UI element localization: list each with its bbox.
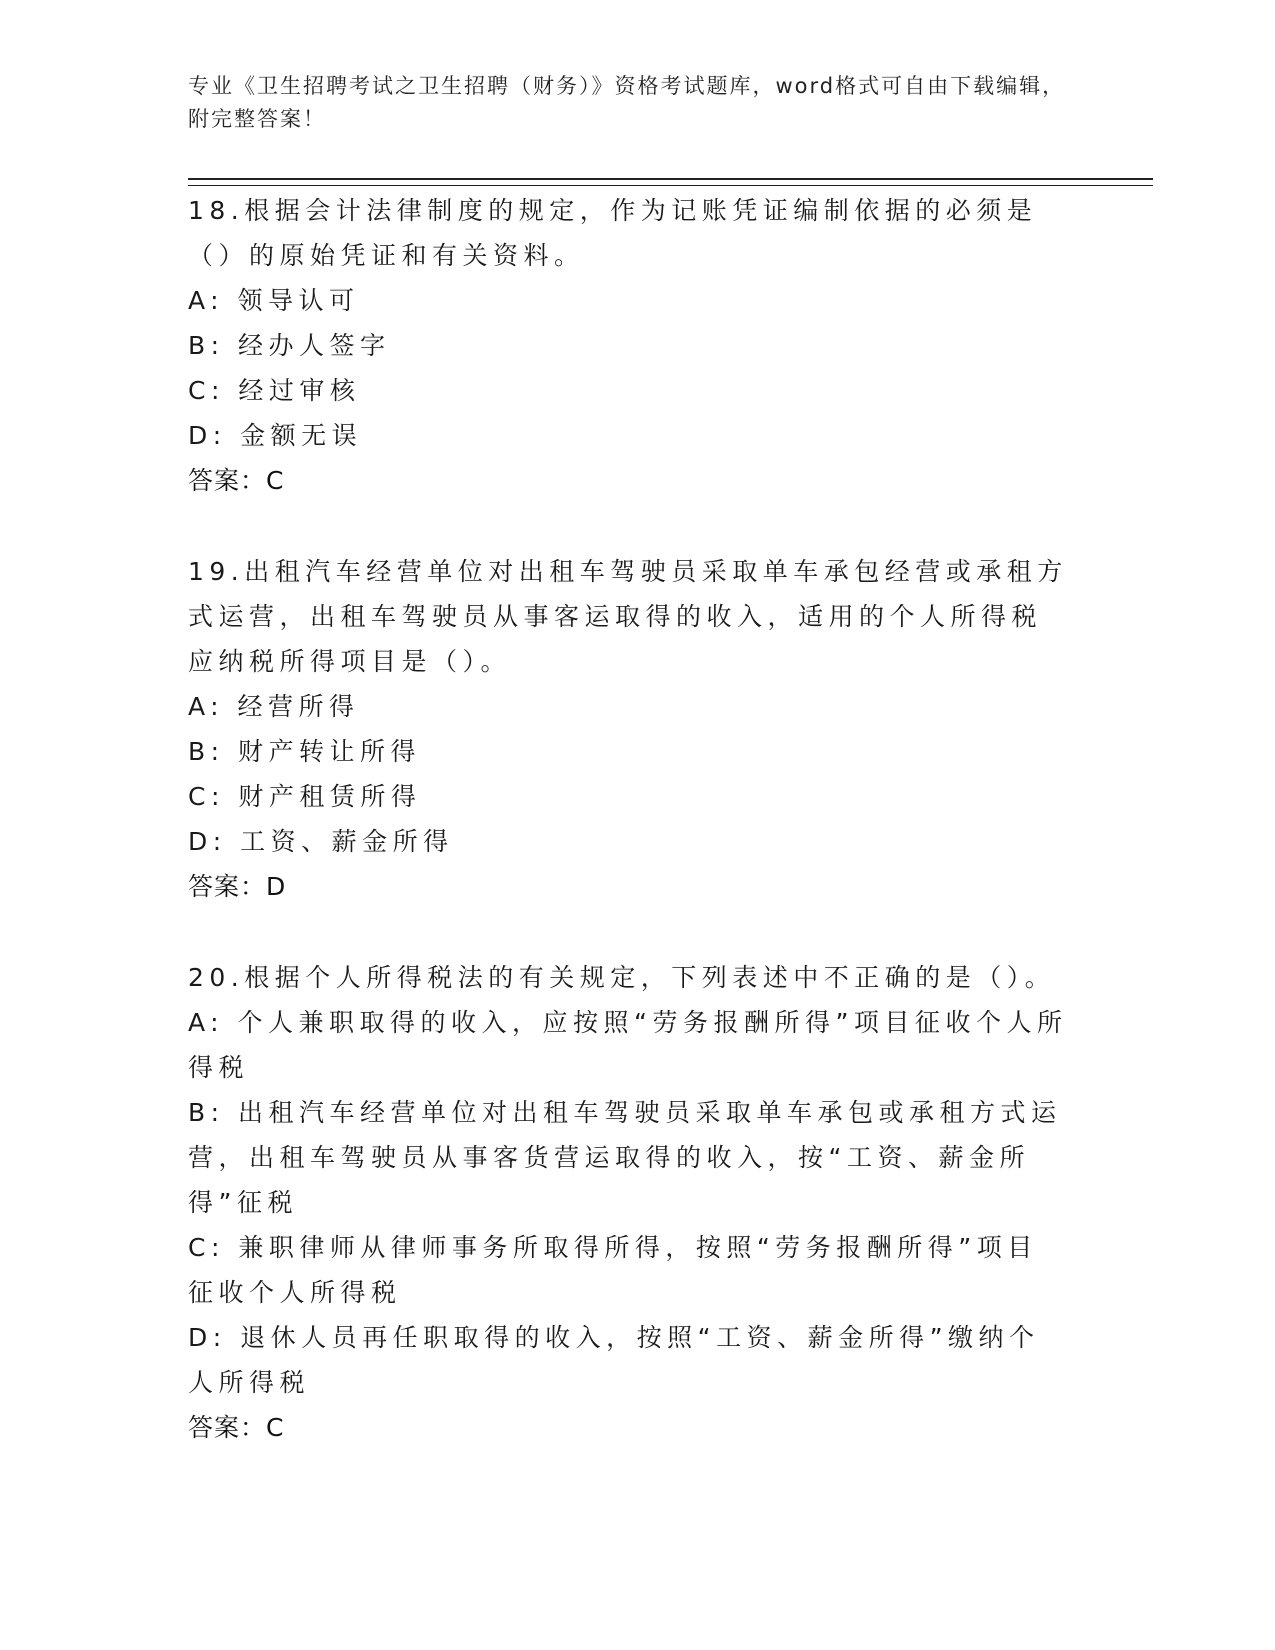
option-a: A: 领导认可 [188, 286, 360, 315]
question-spacer [188, 503, 1068, 549]
option-d: D: 金额无误 [188, 421, 363, 450]
option-a: A: 个人兼职取得的收入，应按照“劳务报酬所得”项目征收个人所得税 [188, 1008, 1068, 1082]
header-text: 专业《卫生招聘考试之卫生招聘（财务）》资格考试题库，word格式可自由下载编辑，附完整答案！ [188, 74, 1066, 131]
option-b: B: 财产转让所得 [188, 737, 422, 766]
option-d: D: 工资、薪金所得 [188, 827, 454, 856]
question-stem: 20.根据个人所得税法的有关规定，下列表述中不正确的是（）。 [188, 963, 1056, 992]
question-stem: 19.出租汽车经营单位对出租车驾驶员采取单车承包经营或承租方式运营，出租车驾驶员从事客运取得的收入，适用的个人所得税应纳税所得项目是（）。 [188, 557, 1068, 676]
header-divider [188, 178, 1153, 186]
option-c: C: 财产租赁所得 [188, 782, 422, 811]
question-stem: 18.根据会计法律制度的规定，作为记账凭证编制依据的必须是（）的原始凭证和有关资料。 [188, 196, 1038, 270]
option-b: B: 经办人签字 [188, 331, 391, 360]
option-c: C: 兼职律师从律师事务所取得所得，按照“劳务报酬所得”项目征收个人所得税 [188, 1233, 1038, 1307]
option-d: D: 退休人员再任职取得的收入，按照“工资、薪金所得”缴纳个人所得税 [188, 1323, 1040, 1397]
option-a: A: 经营所得 [188, 692, 360, 721]
answer-label: 答案：D [188, 872, 287, 901]
answer-label: 答案：C [188, 466, 285, 495]
question-19 [188, 549, 1068, 909]
question-list [188, 188, 1068, 1450]
option-c: C: 经过审核 [188, 376, 361, 405]
answer-label: 答案：C [188, 1413, 285, 1442]
document-header [188, 70, 1068, 136]
question-18 [188, 188, 1068, 503]
option-b: B: 出租汽车经营单位对出租车驾驶员采取单车承包或承租方式运营，出租车驾驶员从事客货营运取得的收入，按“工资、薪金所得”征税 [188, 1098, 1062, 1217]
question-20 [188, 955, 1068, 1450]
question-spacer [188, 909, 1068, 955]
